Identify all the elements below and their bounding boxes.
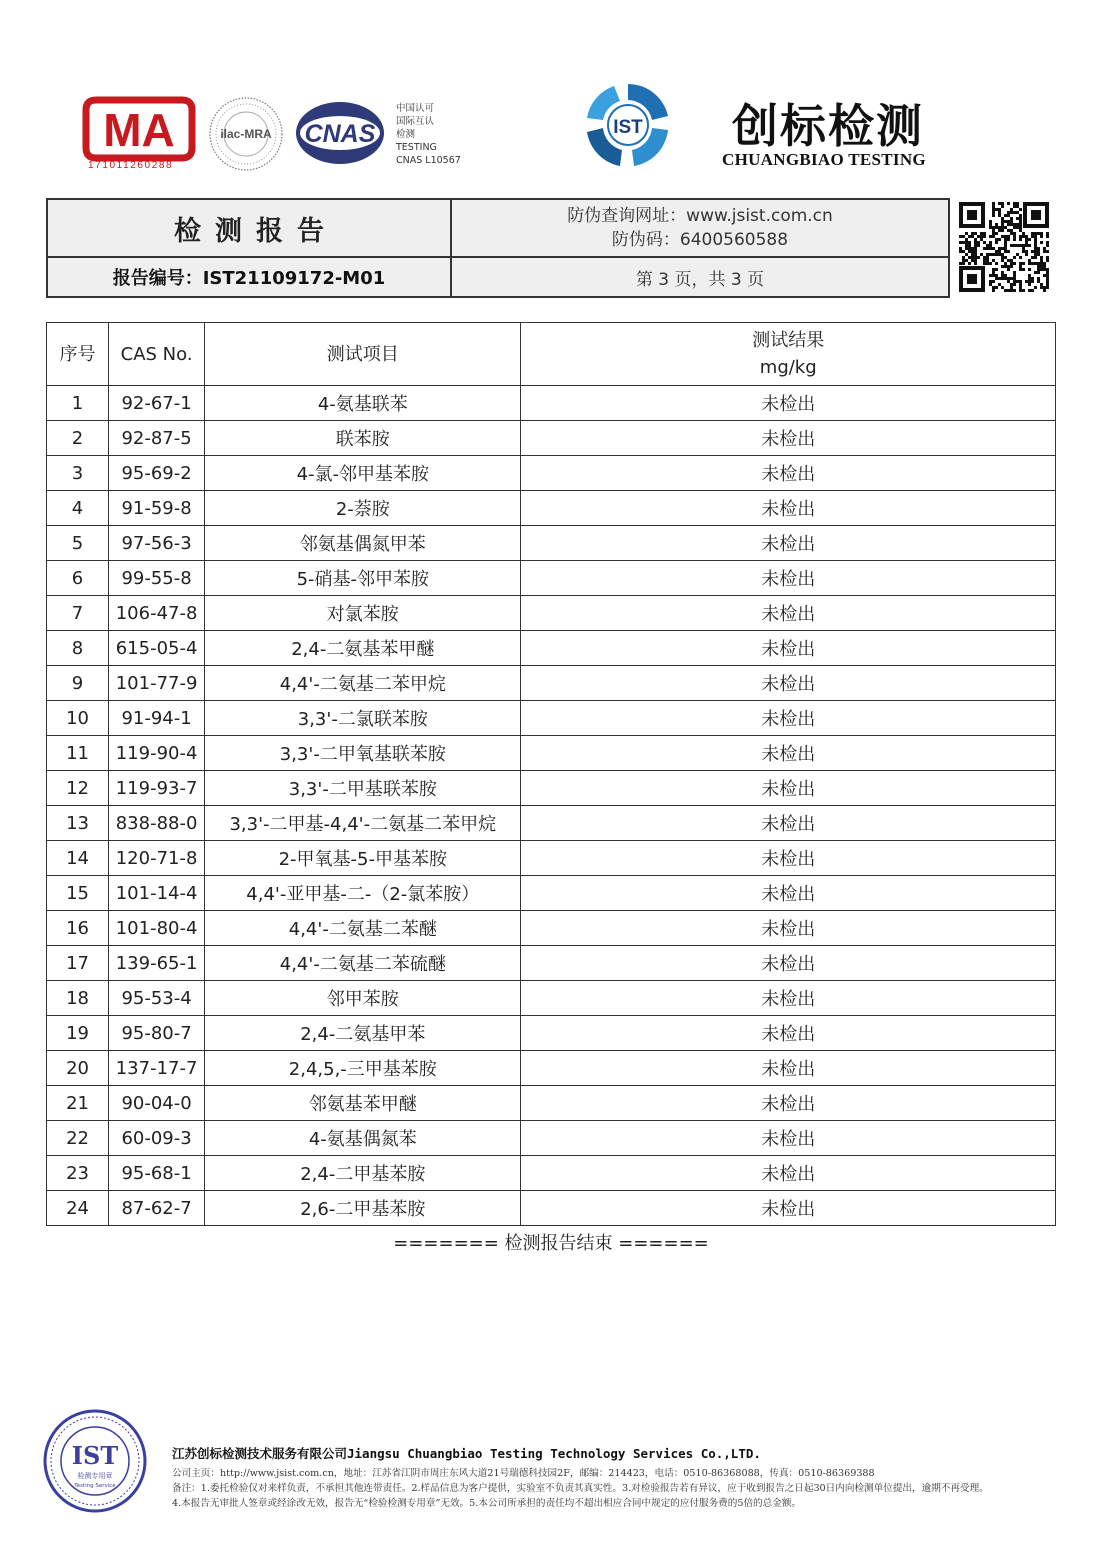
table-row (47, 841, 1056, 876)
row-result: 未检出 (521, 491, 1056, 526)
row-cas: 615-05-4 (109, 631, 205, 666)
row-seq: 18 (47, 981, 109, 1016)
row-result: 未检出 (521, 1121, 1056, 1156)
row-seq: 6 (47, 561, 109, 596)
table-row (47, 1156, 1056, 1191)
row-cas: 95-80-7 (109, 1016, 205, 1051)
header-seq: 序号 (47, 323, 109, 386)
seal-text: IST (71, 1441, 119, 1470)
table-row (47, 421, 1056, 456)
row-item: 4,4'-二氨基二苯硫醚 (205, 946, 521, 981)
table-row (47, 1051, 1056, 1086)
table-row (47, 1016, 1056, 1051)
row-seq: 2 (47, 421, 109, 456)
row-item: 对氯苯胺 (205, 596, 521, 631)
brand-name-cn: 创标检测 (732, 99, 924, 153)
header-result (521, 323, 1056, 386)
row-item: 邻氨基苯甲醚 (205, 1086, 521, 1121)
table-row (47, 946, 1056, 981)
row-cas: 119-90-4 (109, 736, 205, 771)
row-cas: 90-04-0 (109, 1086, 205, 1121)
row-result: 未检出 (521, 1051, 1056, 1086)
header-cas: CAS No. (109, 323, 205, 386)
row-cas: 101-80-4 (109, 911, 205, 946)
row-item: 3,3'-二甲基联苯胺 (205, 771, 521, 806)
table-row (47, 736, 1056, 771)
row-result: 未检出 (521, 736, 1056, 771)
seal-en: Testing Service (74, 1483, 116, 1489)
row-seq: 15 (47, 876, 109, 911)
cnas-caption (396, 102, 461, 167)
row-seq: 24 (47, 1191, 109, 1226)
table-row (47, 596, 1056, 631)
row-seq: 3 (47, 456, 109, 491)
row-result: 未检出 (521, 421, 1056, 456)
table-body (47, 386, 1056, 1226)
row-item: 4,4'-二氨基二苯甲烷 (205, 666, 521, 701)
report-title: 检测报告 (174, 215, 338, 247)
ist-logo (582, 80, 674, 170)
row-cas: 838-88-0 (109, 806, 205, 841)
row-item: 2,4-二氨基苯甲醚 (205, 631, 521, 666)
cnas-caption-line: 国际互认 (396, 116, 435, 127)
report-end-line: ======= 检测报告结束 ====== (393, 1233, 709, 1254)
table-row (47, 701, 1056, 736)
cnas-caption-line: 检测 (396, 129, 416, 140)
row-item: 4,4'-二氨基二苯醚 (205, 911, 521, 946)
table-row (47, 771, 1056, 806)
row-item: 2,4,5,-三甲基苯胺 (205, 1051, 521, 1086)
row-cas: 91-94-1 (109, 701, 205, 736)
row-seq: 10 (47, 701, 109, 736)
report-header (46, 198, 950, 298)
row-result: 未检出 (521, 701, 1056, 736)
row-seq: 9 (47, 666, 109, 701)
test-results-table (46, 322, 1056, 1226)
header-result-label: 测试结果 (752, 330, 825, 351)
anti-fake-info (450, 200, 948, 256)
row-item: 邻甲苯胺 (205, 981, 521, 1016)
table-row (47, 1086, 1056, 1121)
row-result: 未检出 (521, 561, 1056, 596)
ilac-mra-logo (208, 96, 284, 172)
header-result-unit: mg/kg (759, 357, 817, 378)
qr-code[interactable] (957, 200, 1051, 294)
row-item: 邻氨基偶氮甲苯 (205, 526, 521, 561)
footer-note: 4.本报告无审批人签章或经涂改无效，报告无“检验检测专用章”无效。5.本公司所承担的责任均不超出相应合同中规定的应付服务费的5倍的总金额。 (172, 1498, 802, 1509)
row-seq: 23 (47, 1156, 109, 1191)
row-cas: 92-67-1 (109, 386, 205, 421)
header-item: 测试项目 (205, 323, 521, 386)
row-seq: 8 (47, 631, 109, 666)
row-cas: 95-53-4 (109, 981, 205, 1016)
cma-letters: MA (103, 104, 175, 156)
row-result: 未检出 (521, 876, 1056, 911)
row-seq: 20 (47, 1051, 109, 1086)
row-seq: 5 (47, 526, 109, 561)
row-seq: 1 (47, 386, 109, 421)
row-cas: 97-56-3 (109, 526, 205, 561)
row-cas: 101-77-9 (109, 666, 205, 701)
row-cas: 95-69-2 (109, 456, 205, 491)
row-item: 4,4'-亚甲基-二-（2-氯苯胺） (205, 876, 521, 911)
row-result: 未检出 (521, 946, 1056, 981)
row-cas: 106-47-8 (109, 596, 205, 631)
footer-info (172, 1444, 1072, 1511)
row-result: 未检出 (521, 1156, 1056, 1191)
ilac-text: ilac-MRA (220, 127, 272, 141)
row-cas: 139-65-1 (109, 946, 205, 981)
table-header-row (47, 323, 1056, 386)
row-item: 2,4-二甲基苯胺 (205, 1156, 521, 1191)
row-seq: 21 (47, 1086, 109, 1121)
row-result: 未检出 (521, 806, 1056, 841)
row-result: 未检出 (521, 981, 1056, 1016)
cnas-caption-line: TESTING (396, 142, 437, 153)
row-result: 未检出 (521, 631, 1056, 666)
row-item: 2,6-二甲基苯胺 (205, 1191, 521, 1226)
ist-logo-text: IST (613, 117, 643, 138)
anti-fake-code: 防伪码：6400560588 (611, 230, 789, 250)
table-row (47, 1191, 1056, 1226)
report-number: 报告编号：IST21109172-M01 (48, 256, 450, 296)
row-result: 未检出 (521, 771, 1056, 806)
cnas-caption-line: CNAS L10567 (396, 155, 461, 166)
row-seq: 19 (47, 1016, 109, 1051)
row-cas: 101-14-4 (109, 876, 205, 911)
row-cas: 137-17-7 (109, 1051, 205, 1086)
brand-name-en: CHUANGBIAO TESTING (722, 150, 926, 169)
row-seq: 13 (47, 806, 109, 841)
cnas-caption-line: 中国认可 (396, 103, 435, 114)
row-seq: 7 (47, 596, 109, 631)
row-item: 2,4-二氨基甲苯 (205, 1016, 521, 1051)
row-result: 未检出 (521, 1016, 1056, 1051)
table-row (47, 806, 1056, 841)
row-result: 未检出 (521, 386, 1056, 421)
table-row (47, 876, 1056, 911)
row-result: 未检出 (521, 1191, 1056, 1226)
row-seq: 17 (47, 946, 109, 981)
table-row (47, 981, 1056, 1016)
row-item: 4-氨基联苯 (205, 386, 521, 421)
page-indicator: 第 3 页，共 3 页 (450, 256, 948, 296)
seal-sub: 检测专用章 (77, 1472, 113, 1480)
row-seq: 11 (47, 736, 109, 771)
anti-fake-url: 防伪查询网址：www.jsist.com.cn (567, 206, 833, 226)
table-row (47, 631, 1056, 666)
row-seq: 16 (47, 911, 109, 946)
logo-bar (0, 0, 1102, 190)
row-result: 未检出 (521, 841, 1056, 876)
row-item: 联苯胺 (205, 421, 521, 456)
table-row (47, 561, 1056, 596)
cma-number: 171011260288 (88, 160, 174, 171)
footer-note: 备注：1.委托检验仅对来样负责，不承担其他连带责任。2.样品信息为客户提供，实验室不负责其真实性。3.对检验报告若有异议，应于收到报告之日起30日内向检测单位提出，逾期不再受理。 (172, 1483, 989, 1494)
row-cas: 91-59-8 (109, 491, 205, 526)
row-item: 3,3'-二甲基-4,4'-二氨基二苯甲烷 (205, 806, 521, 841)
row-item: 4-氨基偶氮苯 (205, 1121, 521, 1156)
footer-company: 江苏创标检测技术服务有限公司Jiangsu Chuangbiao Testing Technology Services Co.,LTD. (172, 1446, 761, 1461)
table-row (47, 526, 1056, 561)
row-cas: 99-55-8 (109, 561, 205, 596)
row-item: 2-甲氧基-5-甲基苯胺 (205, 841, 521, 876)
row-cas: 120-71-8 (109, 841, 205, 876)
footer-address: 公司主页：http://www.jsist.com.cn，地址：江苏省江阴市周庄东风大道21号瑞德科技园2F，邮编：214423，电话：0510-86368088，传真：0510-86369388 (172, 1468, 875, 1479)
row-item: 3,3'-二氯联苯胺 (205, 701, 521, 736)
row-result: 未检出 (521, 526, 1056, 561)
table-row (47, 911, 1056, 946)
testing-seal-stamp (42, 1408, 148, 1514)
table-row (47, 666, 1056, 701)
cnas-logo (294, 100, 386, 166)
row-result: 未检出 (521, 666, 1056, 701)
row-cas: 87-62-7 (109, 1191, 205, 1226)
row-item: 5-硝基-邻甲苯胺 (205, 561, 521, 596)
row-seq: 22 (47, 1121, 109, 1156)
cnas-letters: CNAS (304, 120, 376, 148)
row-item: 2-萘胺 (205, 491, 521, 526)
row-item: 4-氯-邻甲基苯胺 (205, 456, 521, 491)
row-seq: 4 (47, 491, 109, 526)
row-result: 未检出 (521, 596, 1056, 631)
table-row (47, 491, 1056, 526)
table-row (47, 456, 1056, 491)
row-cas: 60-09-3 (109, 1121, 205, 1156)
row-cas: 95-68-1 (109, 1156, 205, 1191)
table-row (47, 1121, 1056, 1156)
row-seq: 12 (47, 771, 109, 806)
row-result: 未检出 (521, 1086, 1056, 1121)
row-result: 未检出 (521, 911, 1056, 946)
row-seq: 14 (47, 841, 109, 876)
row-cas: 119-93-7 (109, 771, 205, 806)
table-row (47, 386, 1056, 421)
row-result: 未检出 (521, 456, 1056, 491)
row-cas: 92-87-5 (109, 421, 205, 456)
row-item: 3,3'-二甲氧基联苯胺 (205, 736, 521, 771)
